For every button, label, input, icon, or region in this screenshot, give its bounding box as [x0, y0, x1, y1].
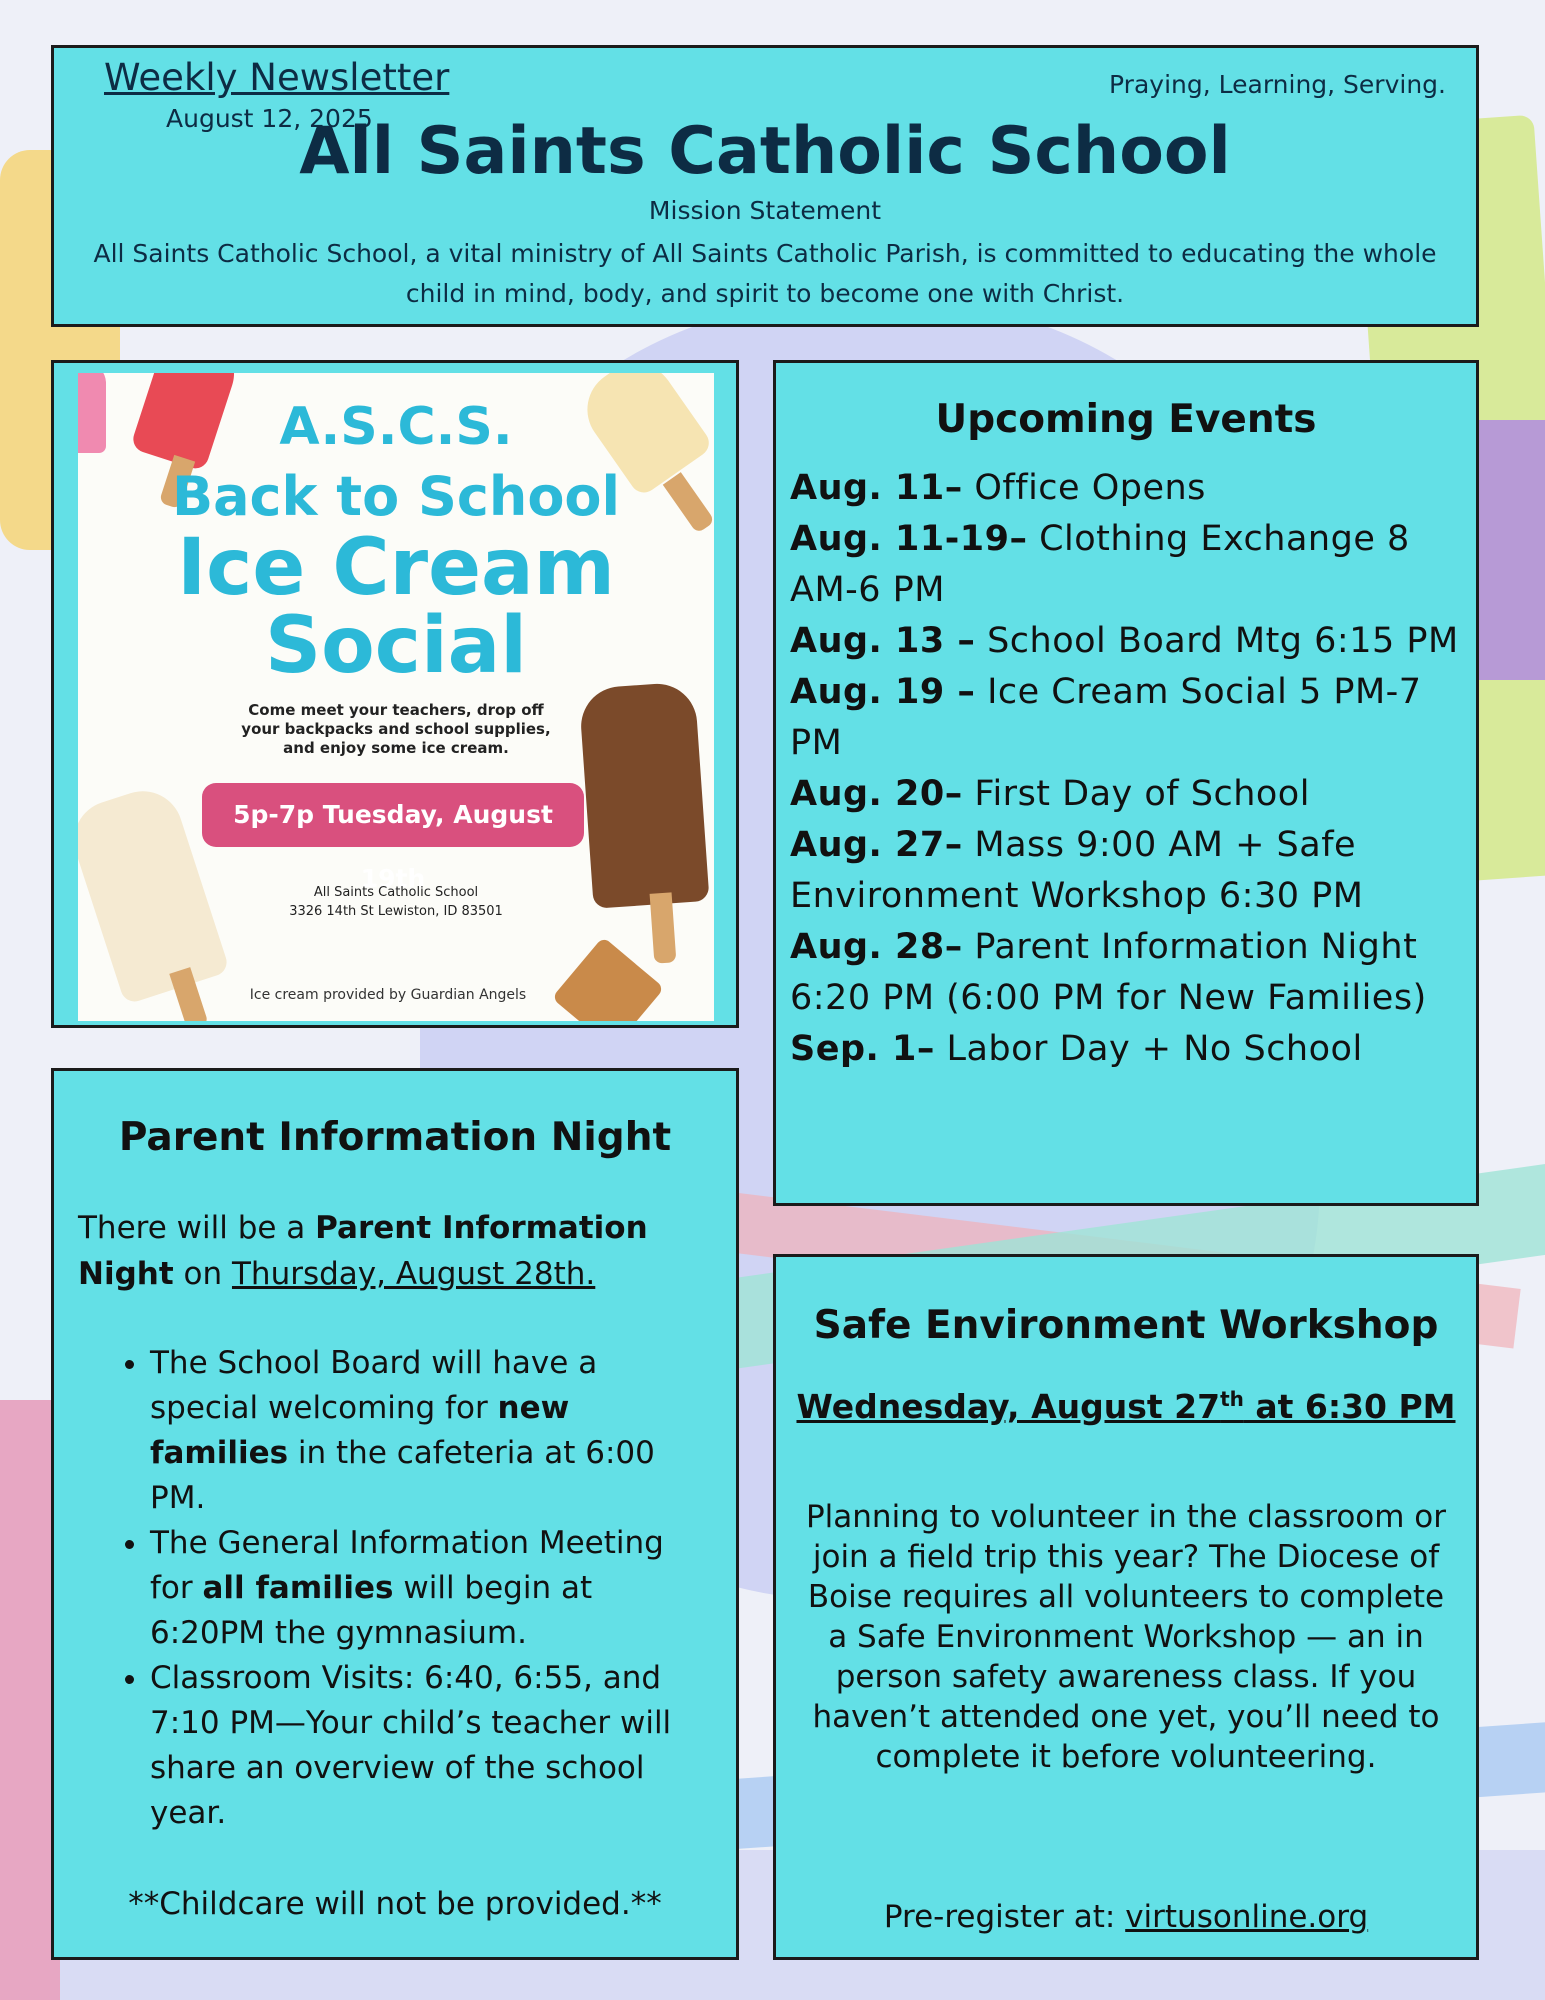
event-date: Aug. 27– — [790, 825, 963, 865]
bullet-text: Classroom Visits: 6:40, 6:55, and 7:10 PM—Your child’s teacher will share an overview of the school year. — [150, 1660, 672, 1831]
date-text: Wednesday, August 27 — [796, 1387, 1221, 1426]
childcare-note: **Childcare will not be provided.** — [128, 1886, 662, 1922]
virtusonline-link[interactable]: virtusonline.org — [1125, 1899, 1369, 1935]
safe-workshop-date — [776, 1387, 1476, 1426]
bullet-text: will begin at 6:20PM the gymnasium. — [150, 1570, 593, 1651]
event-item — [790, 514, 1470, 616]
intro-emphasis: Parent Information Night — [78, 1210, 648, 1292]
event-date: Aug. 19 – — [790, 672, 976, 712]
event-item — [790, 667, 1470, 769]
ice-cream-flyer — [78, 373, 714, 1021]
upcoming-events-box — [773, 360, 1479, 1206]
mission-label: Mission Statement — [648, 196, 882, 225]
flyer-abbreviation: A.S.C.S. — [279, 397, 513, 457]
pre-register — [776, 1899, 1476, 1935]
events-list — [790, 463, 1470, 1075]
list-item — [150, 1656, 712, 1836]
intro-text: on — [173, 1256, 232, 1292]
event-text: Labor Day + No School — [934, 1029, 1363, 1069]
parent-night-intro — [78, 1205, 716, 1297]
safe-workshop-heading: Safe Environment Workshop — [813, 1303, 1439, 1348]
list-item — [150, 1341, 712, 1521]
bullet-emphasis: all families — [202, 1570, 394, 1606]
event-text: School Board Mtg 6:15 PM — [975, 621, 1459, 661]
flyer-title-line1: Back to School — [171, 465, 621, 528]
bullet-text: in the cafeteria at 6:00 PM. — [150, 1435, 655, 1516]
safe-workshop-body: Planning to volunteer in the classroom or join a field trip this year? The Diocese of Boise requires all volunteers to complete a Safe Environment Workshop — an in person safety awareness class. If you haven’t attended one yet, you’ll need to complete it before volunteering. — [805, 1499, 1447, 1775]
event-item — [790, 769, 1470, 820]
flyer-time-badge: 5p-7p Tuesday, August 19th — [202, 783, 584, 847]
event-date: Aug. 13 – — [790, 621, 976, 661]
event-item — [790, 820, 1470, 922]
event-text: First Day of School — [962, 774, 1310, 814]
parent-info-night-box — [51, 1068, 739, 1960]
intro-text: There will be a — [78, 1210, 316, 1246]
event-item — [790, 922, 1470, 1024]
flyer-title-line3: Social — [264, 601, 528, 691]
ice-cream-cone-icon — [552, 937, 665, 1021]
school-motto: Praying, Learning, Serving. — [1109, 70, 1446, 99]
newsletter-title: Weekly Newsletter — [104, 56, 450, 99]
date-time: at 6:30 PM — [1243, 1387, 1456, 1426]
event-date: Aug. 11– — [790, 468, 963, 508]
event-text: Ice Cream Social 5 PM-7 PM — [790, 672, 1422, 763]
parent-night-heading: Parent Information Night — [118, 1115, 672, 1160]
event-text: Clothing Exchange 8 AM-6 PM — [790, 519, 1410, 610]
event-date: Sep. 1– — [790, 1029, 935, 1069]
safe-environment-box — [773, 1254, 1479, 1960]
flyer-address-name: All Saints Catholic School — [313, 885, 479, 900]
chocolate-popsicle-icon — [578, 681, 709, 909]
date-suffix: th — [1220, 1387, 1244, 1411]
school-name: All Saints Catholic School — [299, 114, 1231, 189]
bullet-text: The School Board will have a special welcoming for — [150, 1345, 598, 1426]
event-item — [790, 1024, 1470, 1075]
newsletter-date: August 12, 2025 — [166, 104, 373, 133]
list-item — [150, 1521, 712, 1656]
event-date: Aug. 28– — [790, 927, 963, 967]
events-heading: Upcoming Events — [935, 397, 1317, 442]
flyer-address — [228, 883, 564, 921]
intro-date: Thursday, August 28th. — [231, 1256, 596, 1292]
bullet-text: The General Information Meeting for — [150, 1525, 664, 1606]
flyer-description: Come meet your teachers, drop off your backpacks and school supplies, and enjoy some ice cream. — [241, 701, 551, 757]
register-label: Pre-register at: — [883, 1899, 1126, 1935]
bullet-emphasis: new families — [150, 1390, 570, 1471]
event-item — [790, 616, 1470, 667]
event-text: Office Opens — [962, 468, 1206, 508]
event-date: Aug. 20– — [790, 774, 963, 814]
mission-text: All Saints Catholic School, a vital ministry of All Saints Catholic Parish, is committed to educating the whole child in mind, body, and spirit to become one with Christ. — [93, 239, 1437, 308]
event-date: Aug. 11-19– — [790, 519, 1028, 559]
flyer-title-line2: Ice Cream — [177, 523, 615, 613]
flyer-address-street: 3326 14th St Lewiston, ID 83501 — [289, 904, 503, 919]
parent-night-bullets — [102, 1341, 712, 1836]
event-item — [790, 463, 1470, 514]
event-text: Parent Information Night 6:20 PM (6:00 PM for New Families) — [790, 927, 1427, 1018]
event-text: Mass 9:00 AM + Safe Environment Workshop 6:30 PM — [790, 825, 1364, 916]
newsletter-header — [51, 45, 1479, 327]
ice-cream-flyer-box — [51, 360, 739, 1028]
flyer-credit: Ice cream provided by Guardian Angels — [249, 987, 527, 1003]
